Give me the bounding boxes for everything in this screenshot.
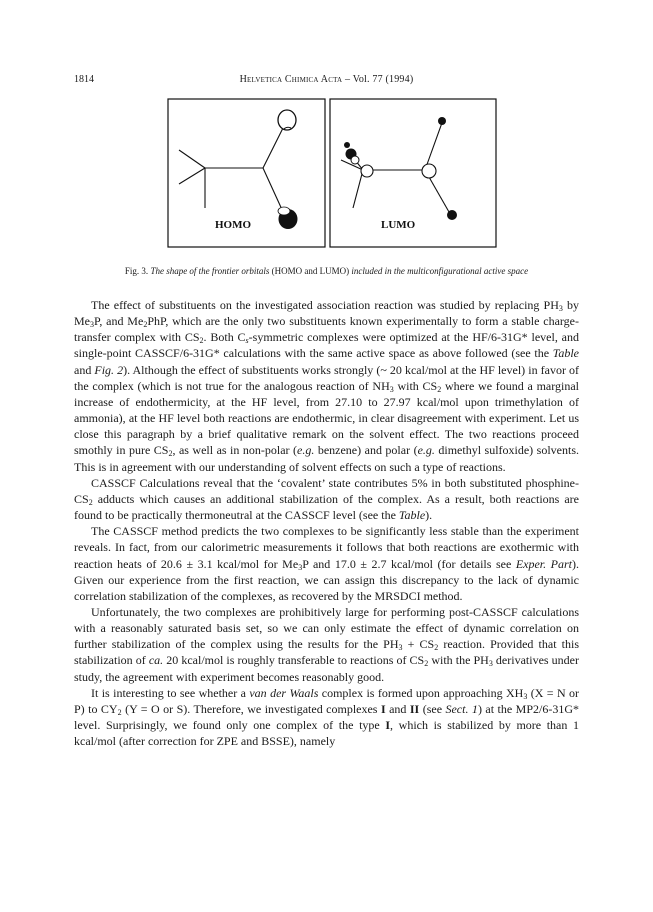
caption-text-2: (HOMO and LUMO)	[271, 266, 350, 276]
paragraph-5: It is interesting to see whether a van der Waals complex is formed upon approaching $XH_3$ (X = N or P) to $CY_2$ (Y = O or S). Therefore, we investigated complexes I and II (see Sect. 1) at the MP2/6-31G* level. Surprisingly, we found only one complex of the type I, which is stabilized by more than 1 kcal/mol (after correction for ZPE and BSSE), namely	[74, 685, 579, 749]
table-reference: Table	[552, 346, 579, 361]
homo-lobes	[278, 110, 298, 229]
caption-text-3: included in the multiconfigurational active space	[351, 266, 529, 276]
paragraph-2: CASSCF Calculations reveal that the ‘covalent’ state contributes 5% in both substituted phosphine-$CS_2$ adducts which causes an additional stabilization of the complex. As a result, both reactions are found to be practically thermoneutral at the CASSCF level (see the Table).	[74, 475, 579, 523]
experimental-part-reference: Exper. Part	[515, 556, 573, 571]
table-reference: Table	[398, 508, 426, 523]
running-head	[0, 74, 653, 85]
lumo-lobes	[344, 117, 457, 220]
orbital-figure	[167, 98, 497, 248]
complex-II-label: II	[409, 701, 420, 716]
lumo-label: LUMO	[381, 219, 416, 231]
paragraph-3: The CASSCF method predicts the two complexes to be significantly less stable than the experiment reveals. In fact, from our calorimetric measurements it follows that both reactions are exothermic with reaction heats of 20.6 ± 3.1 kcal/mol for $Me_3P$ and 17.0 ± 2.7 kcal/mol (for details see Exper. Part). Given our experience from the first reaction, we can assign this discrepancy to the lack of dynamic correlation stabilization of the complexes, as recovered by the MRSDCI method.	[74, 524, 580, 603]
figure-reference: Fig. 2	[94, 362, 124, 377]
body-text	[74, 297, 579, 749]
homo-molecule-drawing	[179, 126, 284, 214]
journal-name: Helvetica Chimica Acta	[239, 74, 343, 85]
complex-I-label: I	[380, 701, 386, 716]
homo-label: HOMO	[215, 219, 252, 231]
figure-caption	[74, 266, 579, 276]
caption-text-1: The shape of the frontier orbitals	[150, 266, 270, 276]
paragraph-1: The effect of substituents on the investigated association reaction was studied by replacing $PH_3$ by $Me_3P$, and $Me_2PhP$, which are the only two substituents known experimentally to form a stable charge-transfer complex with $CS_2$. Both $C_s$-symmetric complexes were optimized at the HF/6-31G* level, and single-point CASSCF/6-31G* calculations with the same active space as above followed (see the Table and Fig. 2). Although the effect of substituents works strongly (~ 20 kcal/mol at the HF level) in favor of the complex (which is not true for the analogous reaction of $NH_3$ with $CS_2$ where we found a marginal increase of endothermicity, at the HF level, from 27.10 to 27.97 kcal/mol upon trimethylation of ammonia), at the HF level both reactions are endothermic, in clear disagreement with experiment. Let us close this paragraph by a brief qualitative remark on the solvent effect. The two reactions proceed smothly in pure $CS_2$, as well as in non-polar (e.g. benzene) and polar (e.g. dimethyl sulfoxide) solvents. This is in agreement with our understanding of solvent effects on such a type of reactions.	[74, 298, 580, 474]
journal-volume: – Vol. 77 (1994)	[344, 74, 414, 85]
paragraph-4: Unfortunately, the two complexes are prohibitively large for performing post-CASSCF calculations with a reasonably saturated basis set, so we can only estimate the effect of dynamic correlation on further stabilization of the complex using the results for the $PH_3 + CS_2$ reaction. Provided that this stabilization of ca. 20 kcal/mol is roughly transferable to reactions of $CS_2$ with the $PH_3$ derivatives under study, the agreement with experiment becomes reasonably good.	[74, 604, 579, 684]
section-reference: Sect. 1	[445, 701, 478, 716]
page-number: 1814	[74, 74, 94, 85]
caption-fig-label: Fig. 3.	[124, 266, 149, 276]
